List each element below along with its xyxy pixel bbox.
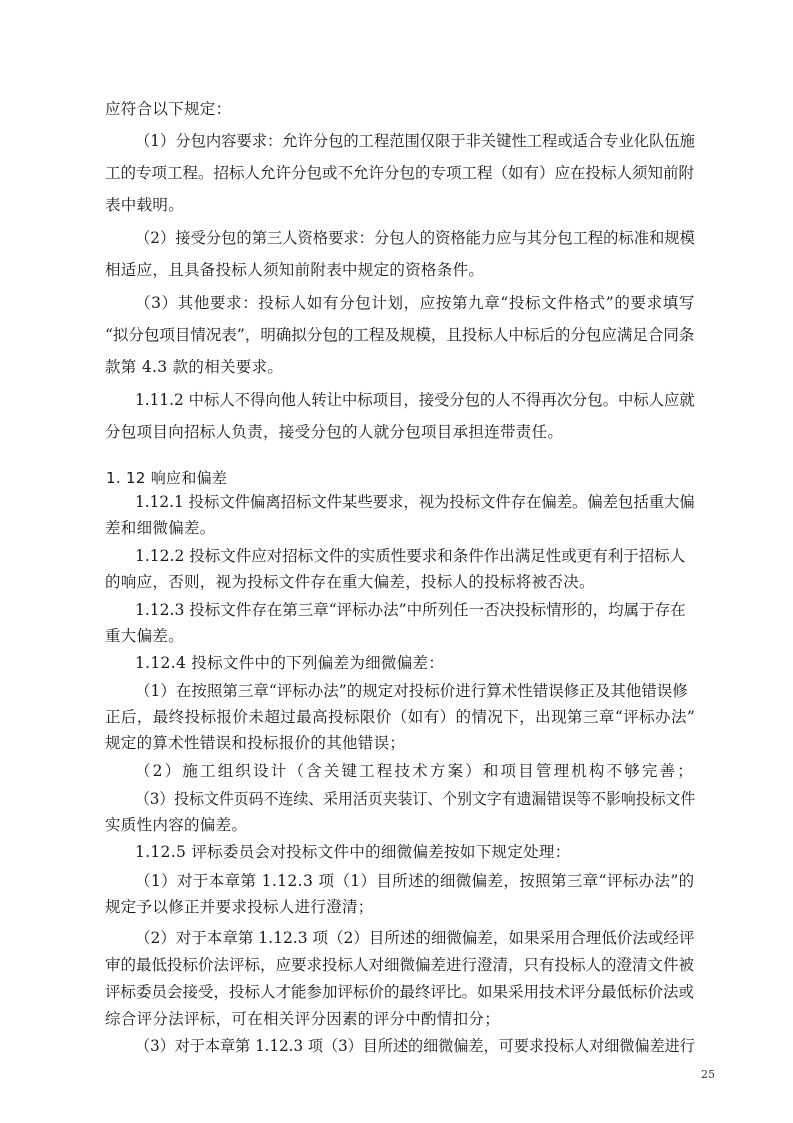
- paragraph-line: 1.12.3 投标文件存在第三章“评标办法”中所列任一否决投标情形的，均属于存在: [135, 601, 686, 619]
- paragraph-line: （2）施工组织设计（含关键工程技术方案）和项目管理机构不够完善；: [135, 762, 695, 780]
- paragraph-line: （1）对于本章第 1.12.3 项（1）目所述的细微偏差，按照第三章“评标办法”的: [135, 872, 695, 890]
- paragraph-line: 表中载明。: [105, 196, 185, 214]
- paragraph-line: （3）对于本章第 1.12.3 项（3）目所述的细微偏差，可要求投标人对细微偏差进行: [135, 1037, 695, 1055]
- paragraph-line: 款第 4.3 款的相关要求。: [105, 358, 284, 376]
- paragraph-line: （2）对于本章第 1.12.3 项（2）目所述的细微偏差，如果采用合理低价法或经评: [135, 929, 695, 947]
- paragraph-line: 1.12.5 评标委员会对投标文件中的细微偏差按如下规定处理：: [135, 843, 571, 861]
- paragraph-line: 应符合以下规定：: [105, 100, 232, 118]
- paragraph-line: （3）其他要求：投标人如有分包计划，应按第九章“投标文件格式”的要求填写: [135, 294, 696, 312]
- paragraph-line: 规定的算术性错误和投标报价的其他错误；: [105, 734, 406, 752]
- section-heading: 1. 12 响应和偏差: [106, 469, 228, 487]
- paragraph-line: 的响应，否则，视为投标文件存在重大偏差，投标人的投标将被否决。: [105, 573, 595, 591]
- paragraph-line: （2）接受分包的第三人资格要求：分包人的资格能力应与其分包工程的标准和规模: [135, 229, 695, 247]
- paragraph-line: 重大偏差。: [105, 627, 185, 645]
- paragraph-line: （1）分包内容要求：允许分包的工程范围仅限于非关键性工程或适合专业化队伍施: [135, 132, 695, 150]
- paragraph-line: 规定予以修正并要求投标人进行澄清；: [105, 898, 374, 916]
- paragraph-line: 审的最低投标价法评标，应要求投标人对细微偏差进行澄清，只有投标人的澄清文件被: [105, 956, 695, 974]
- paragraph-line: （1）在按照第三章“评标办法”的规定对投标价进行算术性错误修正及其他错误修: [135, 682, 688, 700]
- paragraph-line: 1.12.2 投标文件应对招标文件的实质性要求和条件作出满足性或更有利于招标人: [135, 547, 686, 565]
- paragraph-line: “拟分包项目情况表”，明确拟分包的工程及规模，且投标人中标后的分包应满足合同条: [105, 326, 695, 344]
- paragraph-line: 1.11.2 中标人不得向他人转让中标项目，接受分包的人不得再次分包。中标人应就: [135, 391, 695, 409]
- paragraph-line: 1.12.4 投标文件中的下列偏差为细微偏差：: [135, 654, 445, 672]
- paragraph-line: （3）投标文件页码不连续、采用活页夹装订、个别文字有遗漏错误等不影响投标文件: [135, 790, 696, 808]
- paragraph-line: 相适应，且具备投标人须知前附表中规定的资格条件。: [105, 261, 485, 279]
- paragraph-line: 工的专项工程。招标人允许分包或不允许分包的专项工程（如有）应在投标人须知前附: [105, 164, 695, 182]
- page-number: 25: [701, 1068, 715, 1081]
- paragraph-line: 1.12.1 投标文件偏离招标文件某些要求，视为投标文件存在偏差。偏差包括重大偏: [135, 493, 695, 511]
- paragraph-line: 综合评分法评标，可在相关评分因素的评分中酌情扣分；: [105, 1010, 501, 1028]
- paragraph-line: 评标委员会接受，投标人才能参加评标价的最终评比。如果采用技术评分最低标价法或: [105, 983, 695, 1001]
- paragraph-line: 实质性内容的偏差。: [105, 816, 248, 834]
- paragraph-line: 正后，最终投标报价未超过最高投标限价（如有）的情况下，出现第三章“评标办法”: [105, 708, 696, 726]
- paragraph-line: 分包项目向招标人负责，接受分包的人就分包项目承担连带责任。: [105, 423, 564, 441]
- paragraph-line: 差和细微偏差。: [105, 519, 216, 537]
